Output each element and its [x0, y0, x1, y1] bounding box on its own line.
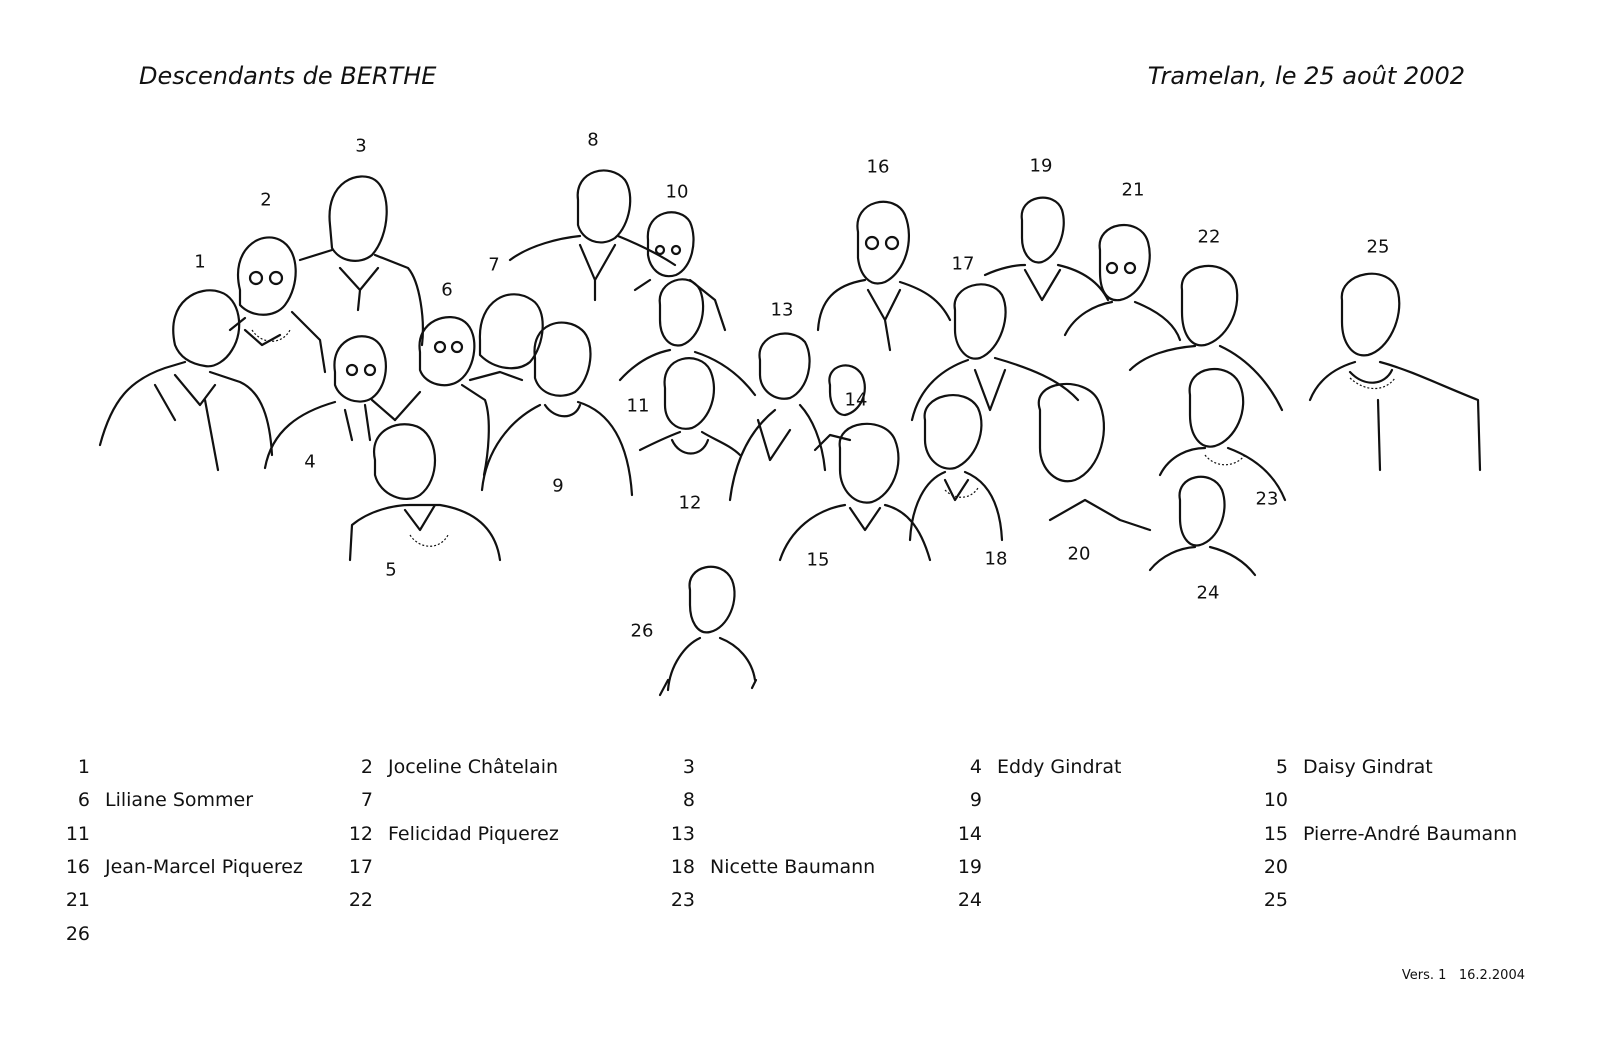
- legend-number: 14: [957, 823, 982, 845]
- silhouette-19: [985, 198, 1108, 300]
- silhouette-18: [910, 395, 1002, 540]
- figure-number-25: 25: [1366, 236, 1390, 258]
- figure-number-16: 16: [866, 156, 890, 178]
- silhouette-9: [482, 323, 632, 495]
- figure-number-26: 26: [630, 620, 654, 642]
- figure-number-12: 12: [678, 492, 702, 514]
- silhouette-16: [818, 202, 950, 350]
- silhouette-4: [265, 336, 395, 468]
- silhouette-1: [100, 290, 272, 470]
- silhouette-13: [730, 334, 825, 500]
- silhouette-24: [1150, 477, 1255, 575]
- legend-number: 19: [957, 856, 982, 878]
- figure-number-15: 15: [806, 549, 830, 571]
- silhouette-3: [300, 176, 423, 345]
- legend-name: Pierre-André Baumann: [1303, 823, 1518, 845]
- legend-name: Felicidad Piquerez: [388, 823, 559, 845]
- figure-number-22: 22: [1197, 226, 1221, 248]
- legend-number: 6: [77, 789, 90, 811]
- name-legend: [0, 756, 1600, 966]
- legend-number: 15: [1263, 823, 1288, 845]
- silhouette-11: [620, 279, 755, 395]
- legend-number: 20: [1263, 856, 1288, 878]
- legend-number: 24: [957, 889, 982, 911]
- figure-number-1: 1: [194, 251, 206, 273]
- legend-name: Daisy Gindrat: [1303, 756, 1433, 778]
- legend-name: Nicette Baumann: [710, 856, 876, 878]
- figure-number-10: 10: [665, 181, 689, 203]
- figure-number-9: 9: [552, 475, 564, 497]
- figure-number-5: 5: [385, 559, 397, 581]
- figure-number-3: 3: [355, 135, 367, 157]
- silhouette-7: [470, 294, 543, 380]
- figure-number-21: 21: [1121, 179, 1145, 201]
- legend-number: 2: [360, 756, 373, 778]
- legend-number: 8: [682, 789, 695, 811]
- silhouette-22: [1130, 266, 1282, 410]
- legend-name: Eddy Gindrat: [997, 756, 1122, 778]
- legend-number: 22: [348, 889, 373, 911]
- silhouette-21: [1065, 225, 1180, 340]
- figure-number-24: 24: [1196, 582, 1220, 604]
- silhouette-25: [1310, 274, 1480, 470]
- figure-number-6: 6: [441, 279, 453, 301]
- silhouette-26: [660, 567, 756, 695]
- legend-number: 4: [969, 756, 982, 778]
- legend-name: Jean-Marcel Piquerez: [105, 856, 303, 878]
- figure-number-13: 13: [770, 299, 794, 321]
- figure-number-11: 11: [626, 395, 650, 417]
- legend-number: 9: [969, 789, 982, 811]
- page-title: Descendants de BERTHE: [139, 62, 437, 90]
- legend-number: 17: [348, 856, 373, 878]
- version-note: Vers. 1 16.2.2004: [1401, 968, 1525, 983]
- legend-number: 18: [670, 856, 695, 878]
- legend-number: 11: [65, 823, 90, 845]
- figure-number-8: 8: [587, 129, 599, 151]
- legend-number: 26: [65, 923, 90, 945]
- figure-number-17: 17: [951, 253, 975, 275]
- figure-number-20: 20: [1067, 543, 1091, 565]
- silhouette-6: [395, 317, 489, 475]
- legend-number: 16: [65, 856, 90, 878]
- silhouette-10: [635, 212, 725, 330]
- figure-number-2: 2: [260, 189, 272, 211]
- place-date: Tramelan, le 25 août 2002: [1147, 62, 1465, 90]
- silhouette-15: [780, 424, 930, 560]
- figure-number-19: 19: [1029, 155, 1053, 177]
- legend-number: 10: [1263, 789, 1288, 811]
- silhouette-12: [640, 358, 740, 455]
- silhouette-5: [350, 424, 500, 560]
- figure-number-23: 23: [1255, 488, 1279, 510]
- legend-number: 25: [1263, 889, 1288, 911]
- figure-number-18: 18: [984, 548, 1008, 570]
- legend-name: Joceline Châtelain: [388, 756, 559, 778]
- figure-number-7: 7: [488, 254, 500, 276]
- legend-number: 7: [360, 789, 373, 811]
- legend-number: 23: [670, 889, 695, 911]
- figure-number-4: 4: [304, 451, 316, 473]
- silhouette-23: [1160, 369, 1285, 500]
- legend-number: 5: [1275, 756, 1288, 778]
- silhouette-20: [1039, 384, 1150, 530]
- legend-number: 21: [65, 889, 90, 911]
- figure-number-14: 14: [844, 389, 868, 411]
- legend-number: 1: [77, 756, 90, 778]
- legend-number: 12: [348, 823, 373, 845]
- legend-name: Liliane Sommer: [105, 789, 254, 811]
- legend-number: 13: [670, 823, 695, 845]
- legend-number: 3: [682, 756, 695, 778]
